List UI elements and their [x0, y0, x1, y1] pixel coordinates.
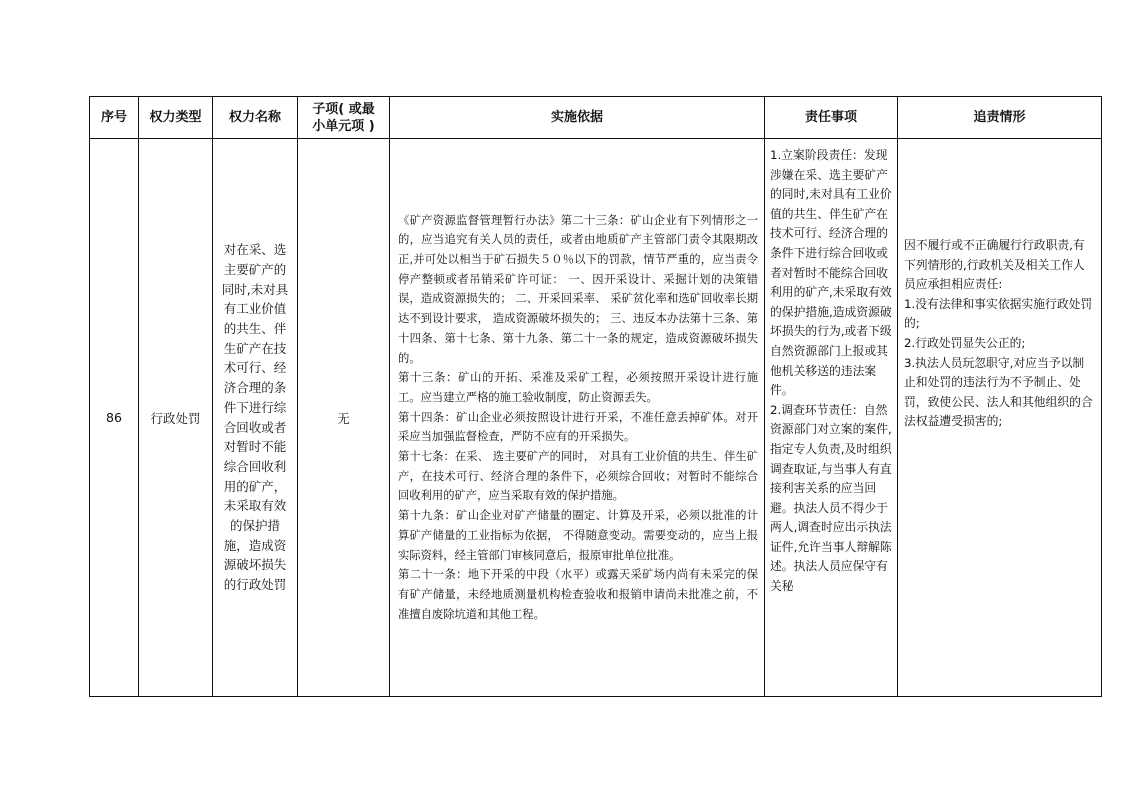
- power-name-cell: 对在采、选主要矿产的同时,未对具有工业价值的共生、伴生矿产在技术可行、经济合理的条件下进行综合回收或者对暂时不能综合回收利用的矿产，未采取有效的保护措施，造成资源破坏损失的行政处罚: [213, 139, 298, 697]
- power-type-cell: 行政处罚: [139, 139, 213, 697]
- basis-paragraph: 《矿产资源监督管理暂行办法》第二十三条：矿山企业有下列情形之一的，应当追究有关人员的责任，或者由地质矿产主管部门责令其限期改正,并可处以相当于矿石损失５０％以下的罚款，情节严重的，应当责令停产整顿或者吊销采矿许可证： 一、因开采设计、采掘计划的决策错误，造成资源损失的； 二、开采回采率、 采矿贫化率和选矿回收率长期达不到设计要求， 造成资源破坏损失的； 三、违反本办法第十三条、第十四条、第十七条、第十九条、第二十一条的规定，造成资源破坏损失的。: [398, 213, 758, 365]
- basis-cell: [390, 139, 765, 697]
- basis-paragraph: 第十三条：矿山的开拓、采准及采矿工程，必须按照开采设计进行施工。应当建立严格的施工验收制度，防止资源丢失。: [398, 371, 758, 404]
- accountability-paragraph: 1.没有法律和事实依据实施行政处罚的;: [904, 296, 1093, 331]
- basis-paragraph: 第十九条：矿山企业对矿产储量的圈定、计算及开采，必须以批准的计算矿产储量的工业指标为依据， 不得随意变动。需要变动的，应当上报实际资料，经主管部门审核同意后，报原审批单位批准。: [398, 509, 758, 562]
- header-sub-item: 子项( 或最小单元项 ): [298, 97, 390, 139]
- accountability-paragraph: 3.执法人员玩忽职守,对应当予以制止和处罚的违法行为不予制止、处罚，致使公民、法人和其他组织的合法权益遭受损害的;: [904, 355, 1093, 429]
- header-row: [90, 97, 1102, 139]
- responsibility-paragraph: 2.调查环节责任：自然资源部门对立案的案件,指定专人负责,及时组织调查取证,与当事人有直接利害关系的应当回避。执法人员不得少于两人,调查时应出示执法证件,允许当事人辩解陈述。执法人员应保守有关秘: [770, 402, 892, 594]
- sub-item-cell: 无: [298, 139, 390, 697]
- accountability-paragraph: 2.行政处罚显失公正的;: [904, 335, 1026, 350]
- accountability-cell: [898, 139, 1102, 697]
- header-power-type: 权力类型: [139, 97, 213, 139]
- header-power-name: 权力名称: [213, 97, 298, 139]
- basis-paragraph: 第二十一条：地下开采的中段（水平）或露天采矿场内尚有未采完的保有矿产储量，未经地质测量机构检查验收和报销申请尚未批准之前，不准擅自废除坑道和其他工程。: [398, 568, 758, 621]
- header-responsibility: 责任事项: [765, 97, 898, 139]
- accountability-paragraph: 因不履行或不正确履行行政职责,有下列情形的,行政机关及相关工作人员应承担相应责任:: [904, 238, 1085, 292]
- seq-cell: 86: [90, 139, 139, 697]
- basis-paragraph: 第十七条：在采、 选主要矿产的同时， 对具有工业价值的共生、伴生矿产，在技术可行、经济合理的条件下，必须综合回收；对暂时不能综合回收利用的矿产，应当采取有效的保护措施。: [398, 450, 758, 503]
- header-basis: 实施依据: [390, 97, 765, 139]
- power-list-table: [89, 96, 1102, 697]
- header-seq: 序号: [90, 97, 139, 139]
- basis-paragraph: 第十四条：矿山企业必须按照设计进行开采，不准任意丢掉矿体。对开采应当加强监督检查，严防不应有的开采损失。: [398, 410, 758, 444]
- table-row: [90, 139, 1102, 697]
- responsibility-paragraph: 1.立案阶段责任：发现涉嫌在采、选主要矿产的同时,未对具有工业价值的共生、伴生矿产在技术可行、经济合理的条件下进行综合回收或者对暂时不能综合回收利用的矿产,未采取有效的保护措施,造成资源破坏损失的行为,或者下级自然资源部门上报或其他机关移送的违法案件。: [770, 148, 892, 398]
- header-accountability: 追责情形: [898, 97, 1102, 139]
- responsibility-cell: [765, 139, 898, 697]
